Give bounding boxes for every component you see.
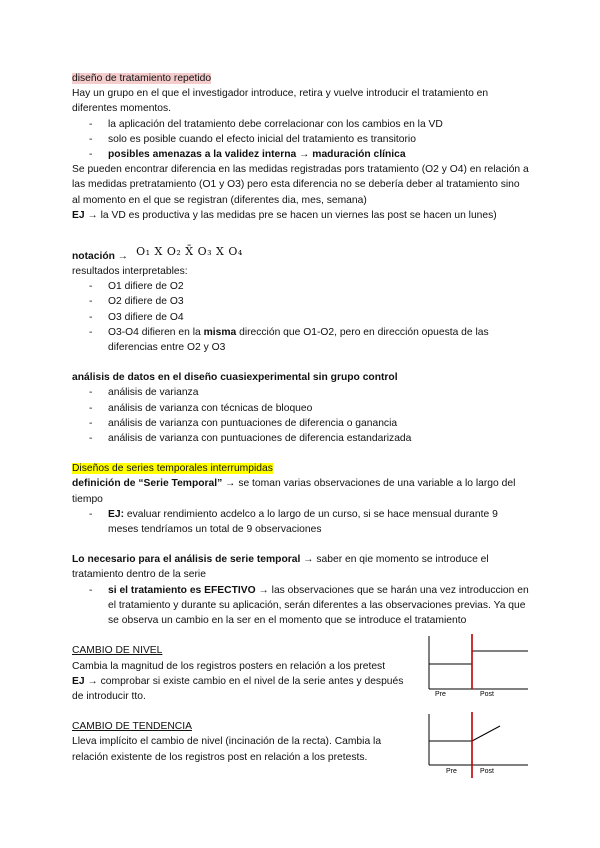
- trend-change-text: Lleva implícito el cambio de nivel (incinación de la recta). Cambia la relación existente de los registros post en relación a los pretests.: [72, 736, 382, 763]
- heading-repeated-treatment: diseño de tratamiento repetido: [72, 73, 212, 84]
- list-item: - análisis de varianza con puntuaciones de diferencia o ganancia: [72, 416, 530, 431]
- list-item: - si el tratamiento es EFECTIVO → las observaciones que se harán una vez introduccion en el tratamiento y durante su aplicación, serán diferentes a las observaciones previas. Ya que se observa un cambio en la ser en el momento que se introduce el tratamiento: [72, 583, 530, 629]
- list-item: - análisis de varianza con técnicas de bloqueo: [72, 401, 530, 416]
- notation-line: [72, 245, 530, 264]
- analysis-heading: análisis de datos en el diseño cuasiexperimental sin grupo control: [72, 372, 398, 384]
- level-change-title: CAMBIO DE NIVEL: [72, 645, 163, 657]
- list-item: - solo es posible cuando el efecto inicial del tratamiento es transitorio: [72, 132, 530, 147]
- list-item: - análisis de varianza: [72, 385, 530, 400]
- trend-change-figure: [425, 710, 530, 778]
- list-item: - posibles amenazas a la validez interna → maduración clínica: [72, 147, 530, 162]
- series-example-list: [72, 507, 530, 537]
- list-item: - EJ: evaluar rendimiento acdelco a lo largo de un curso, si se hace mensual durante 9 meses tendríamos un total de 9 observaciones: [72, 507, 530, 537]
- list-item: - la aplicación del tratamiento debe correlacionar con los cambios en la VD: [72, 117, 530, 132]
- list-item: - O2 difiere de O3: [72, 294, 530, 309]
- trend-change-section: [72, 719, 407, 765]
- intro-paragraph: Hay un grupo en el que el investigador introduce, retira y vuelve introducir el tratamiento en diferentes momentos.: [72, 88, 489, 115]
- analysis-list: [72, 385, 530, 446]
- results-list: [72, 279, 530, 355]
- level-change-figure: [425, 632, 530, 698]
- repeated-treatment-list: [72, 117, 530, 163]
- post-label: Post: [480, 691, 495, 698]
- notation-formula: O₁ X O₂ X̄ O₃ X O₄: [136, 244, 243, 258]
- list-item: - O1 difiere de O2: [72, 279, 530, 294]
- post-label: Post: [480, 768, 495, 775]
- list-item: - O3 difiere de O4: [72, 310, 530, 325]
- trend-change-title: CAMBIO DE TENDENCIA: [72, 721, 192, 733]
- results-label: resultados interpretables:: [72, 266, 188, 278]
- level-change-text: Cambia la magnitud de los registros posters en relación a los pretest: [72, 660, 386, 672]
- list-item: - O3-O4 difieren en la misma dirección que O1-O2, pero en dirección opuesta de las diferencias entre O2 y O3: [72, 325, 530, 355]
- series-definition: definición de “Serie Temporal” → se toman varias observaciones de una variable a lo largo del tiempo: [72, 478, 516, 505]
- needed-list: [72, 583, 530, 629]
- differences-paragraph: Se pueden encontrar diferencia en las medidas registradas pors tratamiento (O2 y O4) en relación a las medidas pretratamiento (O1 y O3) pero esta diferencia no se debería deber al tratamiento sino al momento en el que se registran (diferentes dia, mes, semana): [72, 164, 529, 206]
- level-change-example: EJ → comprobar si existe cambio en el nivel de la serie antes y después de introducir tto.: [72, 675, 404, 702]
- series-heading: Diseños de series temporales interrumpidas: [72, 463, 273, 475]
- notation-label: notación →: [72, 250, 129, 262]
- pre-label: Pre: [446, 768, 457, 775]
- needed-paragraph: Lo necesario para el análisis de serie temporal → saber en qie momento se introduce el tratamiento dentro de la serie: [72, 554, 489, 581]
- post-trend-line: [472, 726, 500, 741]
- level-change-section: [72, 643, 407, 704]
- example-paragraph: EJ → la VD es productiva y las medidas pre se hacen un viernes las post se hacen un lunes): [72, 209, 497, 221]
- pre-label: Pre: [435, 691, 446, 698]
- list-item: - análisis de varianza con puntuaciones de diferencia estandarizada: [72, 431, 530, 446]
